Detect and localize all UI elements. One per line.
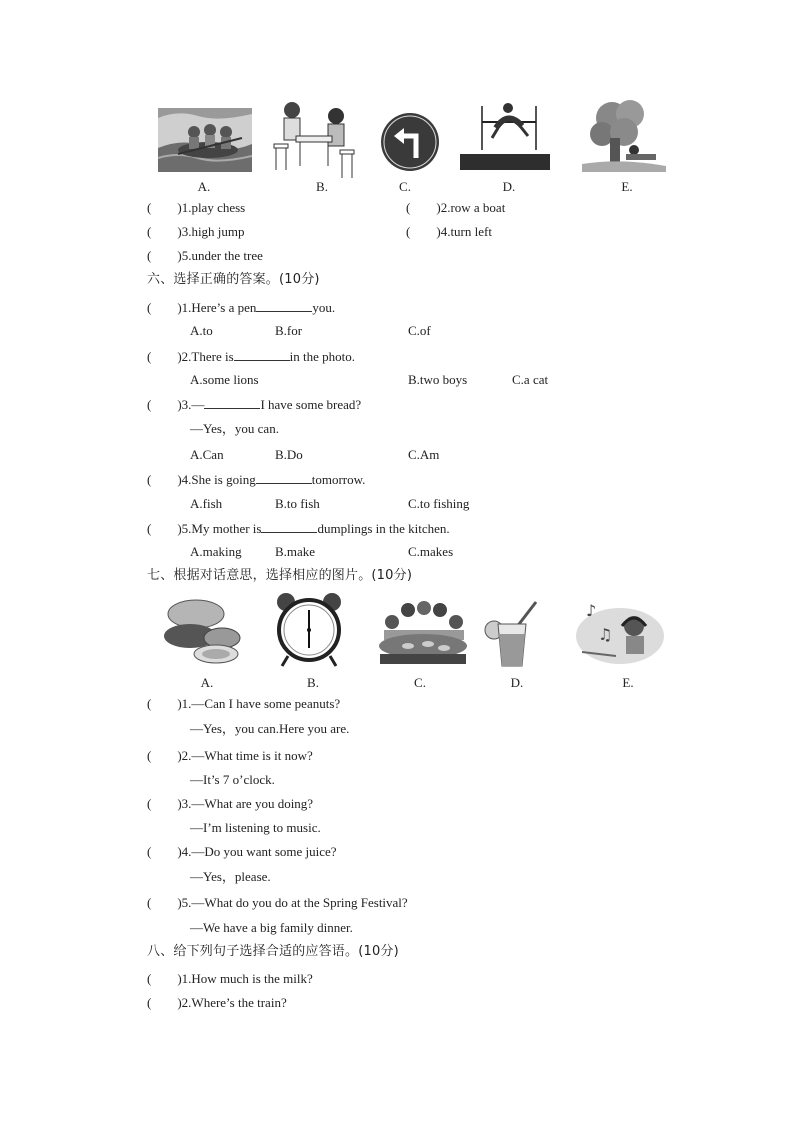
- item-text: 4.turn left: [440, 224, 492, 239]
- family-dinner-image: [378, 596, 468, 666]
- dialog-question: ( )4.—Do you want some juice?: [147, 844, 337, 859]
- picture-label-b: B.: [307, 675, 319, 690]
- question-item: ( )2.Where’s the train?: [147, 995, 287, 1010]
- turn-left-sign-image: [380, 112, 440, 172]
- option: C.to fishing: [408, 496, 470, 511]
- high-jump-image: [458, 100, 552, 174]
- answer-paren[interactable]: ( )1.play chess: [147, 200, 246, 215]
- item-text: 1.play chess: [181, 200, 246, 215]
- question-2: ( )2.There is in the photo.: [147, 349, 356, 364]
- option: A.Can: [190, 447, 224, 462]
- dialog-question: ( )2.—What time is it now?: [147, 748, 313, 763]
- section7-title: 七、根据对话意思，选择相应的图片。(10分): [147, 568, 413, 583]
- dialog-question: ( )3.—What are you doing?: [147, 796, 314, 811]
- option: B.Do: [275, 447, 303, 462]
- dialog-answer: —It’s 7 o’clock.: [190, 772, 275, 787]
- item-text: 5.under the tree: [181, 248, 263, 263]
- answer-paren[interactable]: ( )2.row a boat: [406, 200, 506, 215]
- under-tree-image: [582, 98, 666, 172]
- dialog-answer: —Yes，you can.Here you are.: [190, 721, 350, 736]
- peanuts-image: [156, 596, 246, 668]
- dialog-answer: —Yes，please.: [190, 869, 271, 884]
- dialog-answer: —I’m listening to music.: [190, 820, 321, 835]
- dialog-answer: —Yes，you can.: [190, 421, 279, 436]
- question-1: ( )1.Here’s a pen you.: [147, 300, 336, 315]
- option: C.makes: [408, 544, 454, 559]
- option: A.some lions: [190, 372, 259, 387]
- item-text: 3.high jump: [181, 224, 245, 239]
- question-5: ( )5.My mother is dumplings in the kitchen.: [147, 521, 450, 536]
- option: A.fish: [190, 496, 223, 511]
- option: B.make: [275, 544, 316, 559]
- picture-label-e: E.: [621, 179, 633, 194]
- answer-paren[interactable]: ( )5.under the tree: [147, 248, 263, 263]
- item-text: 2.row a boat: [440, 200, 506, 215]
- answer-blank[interactable]: [256, 299, 312, 312]
- question-3: ( )3.— I have some bread?: [147, 397, 362, 412]
- option: C.of: [408, 323, 431, 338]
- section6-title: 六、选择正确的答案。(10分): [147, 272, 320, 287]
- answer-paren[interactable]: ( )3.high jump: [147, 224, 245, 239]
- answer-paren[interactable]: ( )4.turn left: [406, 224, 492, 239]
- option: C.a cat: [512, 372, 549, 387]
- picture-label-c: C.: [399, 179, 411, 194]
- picture-label-a: A.: [200, 675, 214, 690]
- alarm-clock-image: [274, 592, 344, 668]
- dialog-question: ( )1.—Can I have some peanuts?: [147, 696, 341, 711]
- boat-rowing-image: [158, 108, 252, 172]
- dialog-answer: —We have a big family dinner.: [190, 920, 353, 935]
- svg-text:♫: ♫: [598, 625, 613, 644]
- question-4: ( )4.She is going tomorrow.: [147, 472, 366, 487]
- picture-label-c: C.: [414, 675, 426, 690]
- question-item: ( )1.How much is the milk?: [147, 971, 313, 986]
- picture-label-e: E.: [622, 675, 634, 690]
- option: B.to fish: [275, 496, 320, 511]
- answer-blank[interactable]: [261, 520, 317, 533]
- answer-blank[interactable]: [234, 348, 290, 361]
- picture-label-a: A.: [197, 179, 211, 194]
- answer-blank[interactable]: [204, 396, 260, 409]
- girl-listening-music-image: [576, 596, 664, 666]
- option: B.two boys: [408, 372, 468, 387]
- dialog-question: ( )5.—What do you do at the Spring Festival?: [147, 895, 408, 910]
- juice-glass-image: [484, 600, 544, 668]
- option: A.to: [190, 323, 213, 338]
- picture-label-d: D.: [510, 675, 524, 690]
- picture-label-d: D.: [502, 179, 516, 194]
- option: B.for: [275, 323, 303, 338]
- answer-blank[interactable]: [256, 471, 312, 484]
- option: A.making: [190, 544, 242, 559]
- svg-text:♪: ♪: [586, 601, 597, 620]
- boys-playing-chess-image: [266, 100, 360, 180]
- picture-label-b: B.: [316, 179, 328, 194]
- section8-title: 八、给下列句子选择合适的应答语。(10分): [147, 944, 399, 959]
- option: C.Am: [408, 447, 440, 462]
